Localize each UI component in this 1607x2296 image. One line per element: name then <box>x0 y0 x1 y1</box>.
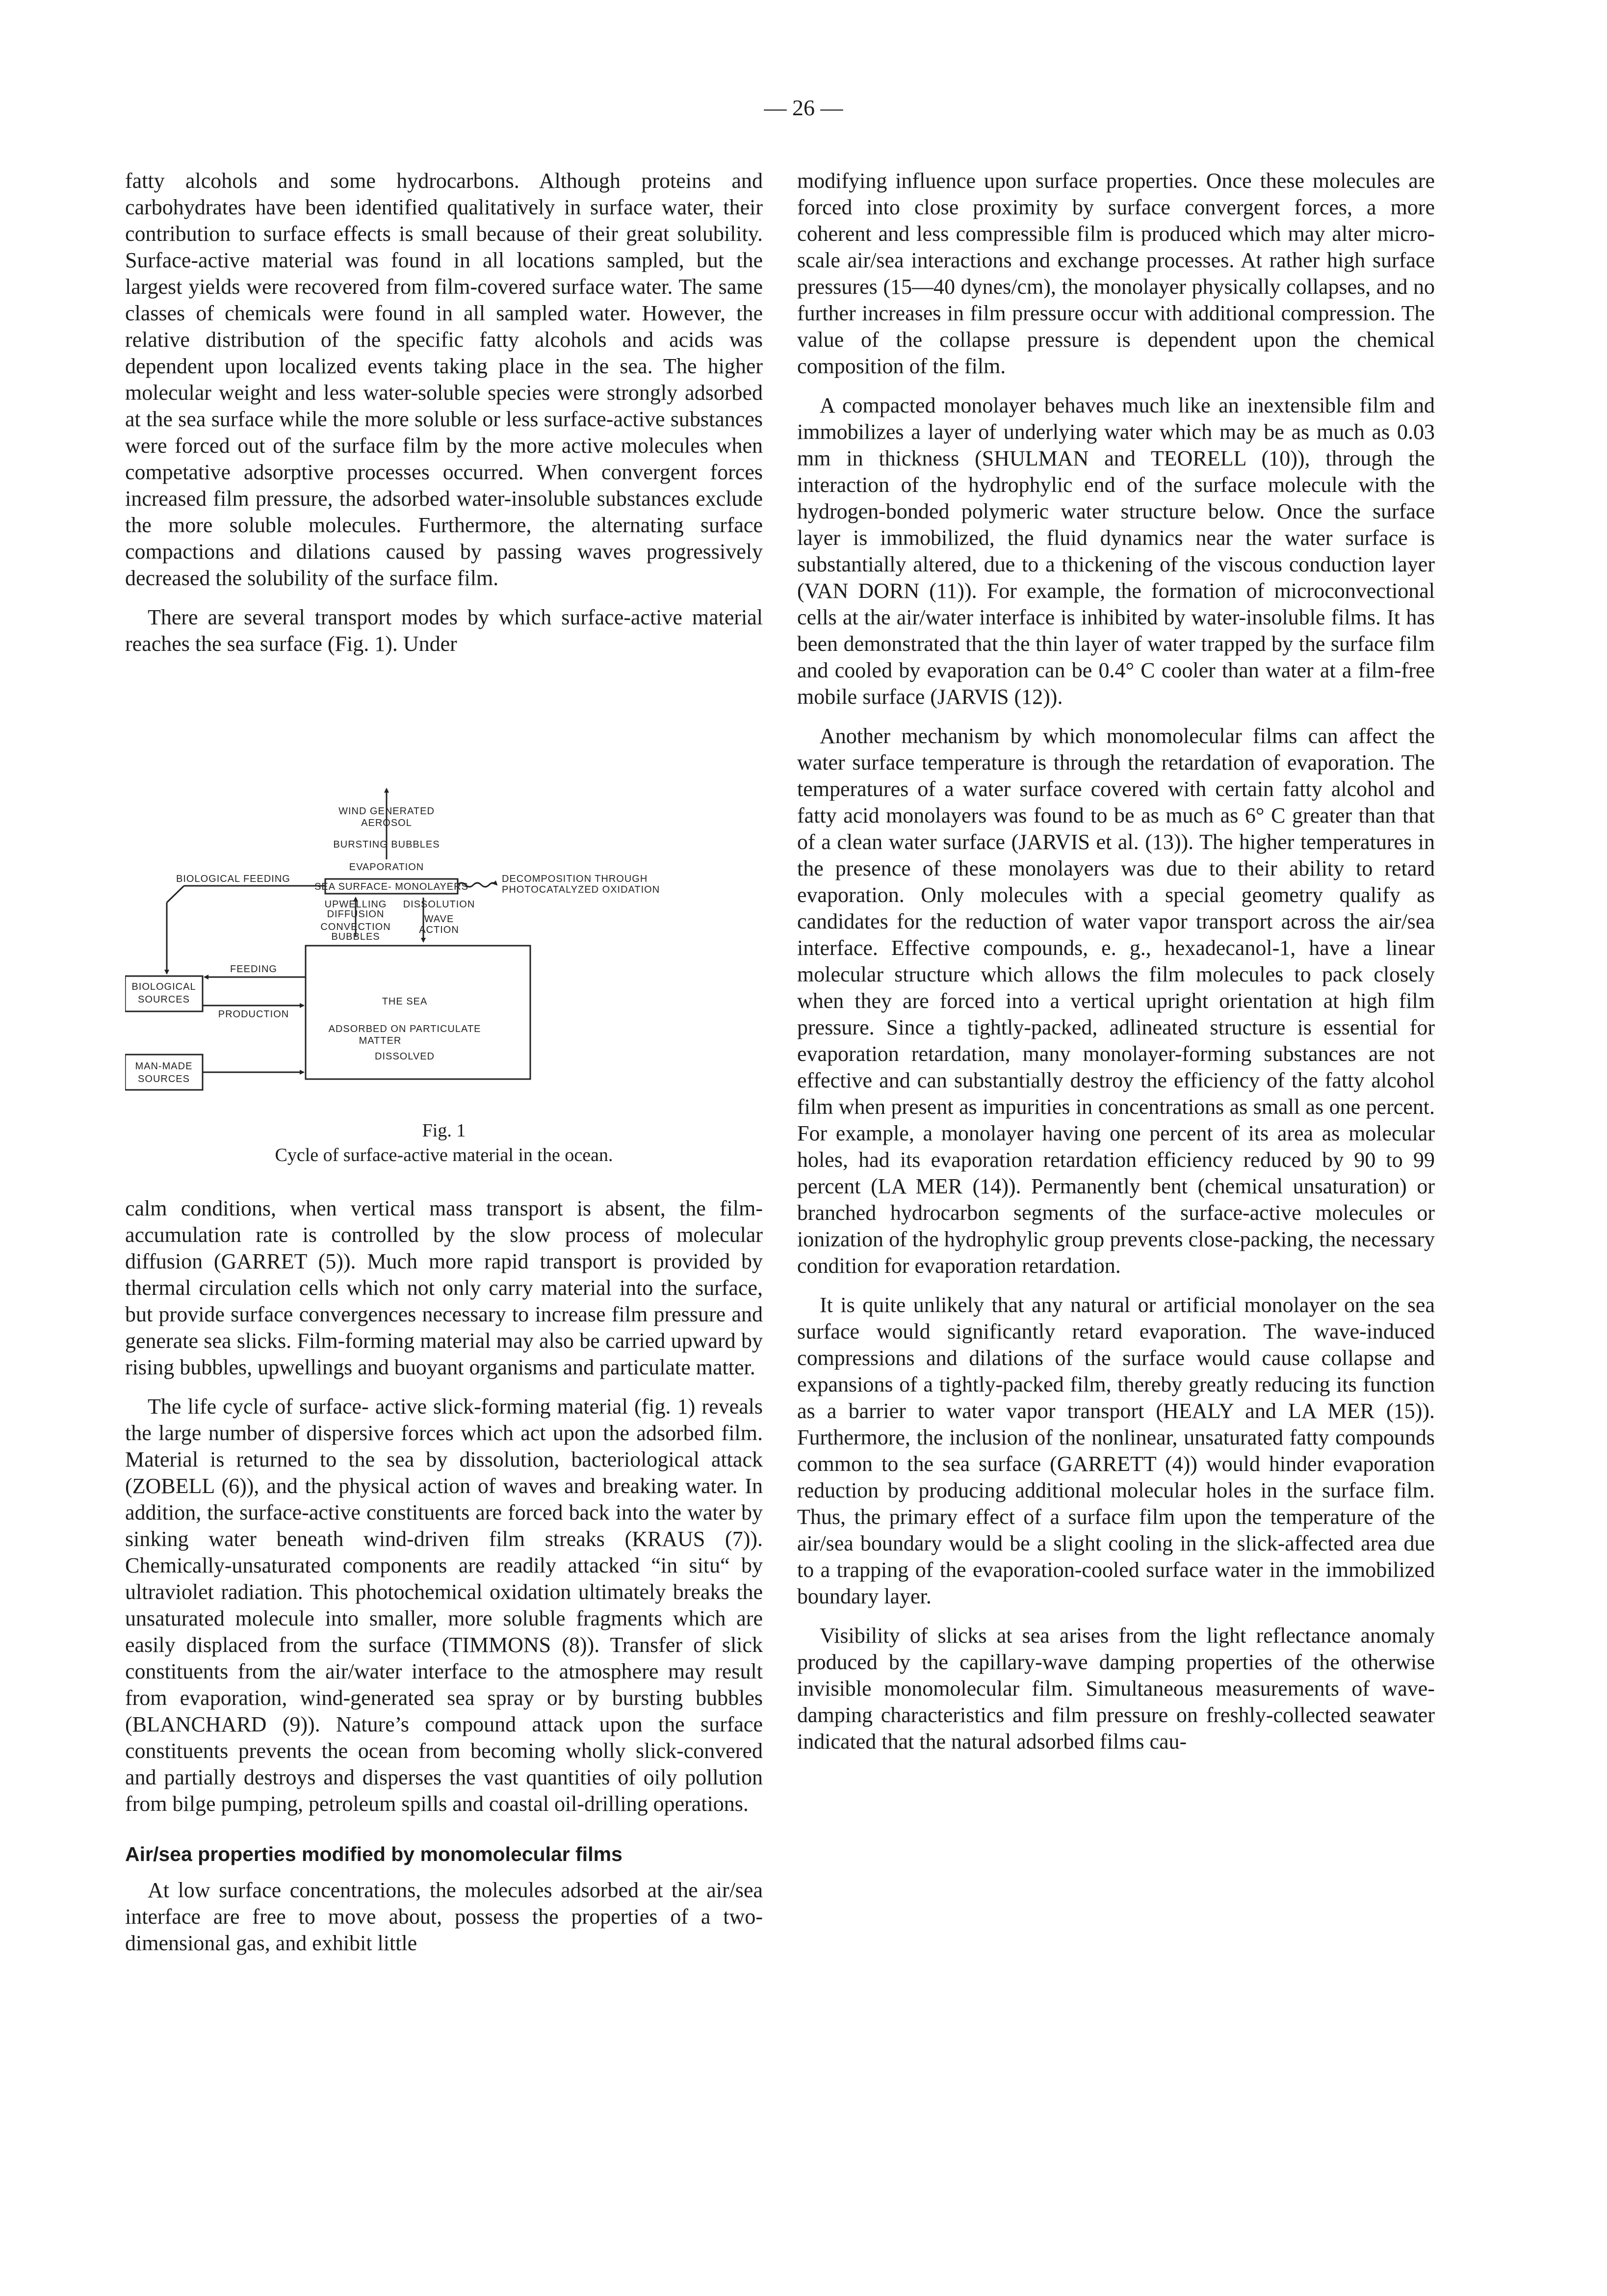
label-biological-feeding: BIOLOGICAL FEEDING <box>176 874 290 884</box>
label-photocatalyzed: PHOTOCATALYZED OXIDATION <box>502 884 660 895</box>
label-sources: SOURCES <box>138 994 190 1005</box>
paragraph: It is quite unlikely that any natural or artificial monolayer on the sea surface would significantly retard evaporation. The wave-induced compressions and dilations of the surface would cause collapse and expansions of a tightly-packed film, thereby greatly reducing its function as a barrier to water vapor transport (HEALY and LA MER (15)). Furthermore, the inclusion of the nonlinear, unsaturated fatty compounds common to the sea surface (GARRETT (4)) would hinder evaporation reduction by producing additional molecular holes in the surface film. Thus, the primary effect of a surface film upon the temperature of the air/sea boundary would be a slight cooling in the slick-affected area due to a trapping of the evaporation-cooled surface water in the immobilized boundary layer. <box>797 1293 1435 1608</box>
label-production: PRODUCTION <box>218 1009 289 1020</box>
label-decomposition: DECOMPOSITION THROUGH <box>502 874 648 884</box>
paragraph: At low surface concentrations, the molecules adsorbed at the air/sea interface are free to move about, possess the properties of a two-dimensional gas, and exhibit little <box>125 1878 763 1955</box>
label-man-made: MAN-MADE <box>135 1061 193 1072</box>
label-adsorbed: ADSORBED ON PARTICULATE <box>328 1024 481 1034</box>
label-bursting: BURSTING BUBBLES <box>333 839 440 850</box>
label-upwelling: UPWELLING <box>324 899 387 910</box>
label-aerosol: AEROSOL <box>361 818 412 828</box>
paragraph: fatty alcohols and some hydrocarbons. Although proteins and carbohydrates have been identified qualitatively in surface water, their contribution to surface effects is small because of their great solubility. Surface-active material was found in all locations sampled, but the largest yields were recovered from film-covered surface water. The same classes of chemicals were found in all sampled water. However, the relative distribution of the specific fatty alcohols and acids was dependent upon localized events taking place in the sea. The higher molecular weight and less water-soluble species were strongly adsorbed at the sea surface while the more soluble or less surface-active substances were forced out of the surface film by the more active molecules when competative adsorptive processes occurred. When convergent forces increased film pressure, the adsorbed water-insoluble substances exclude the more soluble molecules. Furthermore, the alternating surface compactions and dilations caused by passing waves progressively decreased the solubility of the surface film. <box>125 169 763 590</box>
man-made-sources-box <box>125 1055 203 1090</box>
label-dissolved: DISSOLVED <box>375 1051 435 1062</box>
label-matter: MATTER <box>359 1035 402 1046</box>
figure-caption: Cycle of surface-active material in the ocean. <box>275 1145 613 1165</box>
label-wind: WIND GENERATED <box>338 806 435 817</box>
label-evaporation: EVAPORATION <box>349 862 424 873</box>
page-number: — 26 — <box>764 95 843 120</box>
paragraph: calm conditions, when vertical mass transport is absent, the film-accumulation rate is controlled by the slow process of molecular diffusion (GARRET (5)). Much more rapid transport is provided by thermal circulation cells which not only carry material into the surface, but provide surface convergences necessary to increase film pressure and generate sea slicks. Film-forming material may also be carried upward by rising bubbles, upwellings and buoyant organisms and particulate matter. <box>125 1196 763 1379</box>
label-convection: CONVECTION <box>320 922 391 932</box>
label-wave: WAVE <box>424 914 454 925</box>
label-feeding: FEEDING <box>230 964 277 975</box>
right-column <box>797 168 1435 1768</box>
figure-1 <box>125 780 763 1167</box>
paragraph: Visibility of slicks at sea arises from the light reflectance anomaly produced by the capillary-wave damping properties of the otherwise invisible monomolecular film. Simultaneous measurements of wave-damping characteristics and film pressure on freshly-collected seawater indicated that the natural adsorbed films cau- <box>797 1624 1435 1754</box>
paragraph: modifying influence upon surface properties. Once these molecules are forced into close proximity by surface convergent forces, a more coherent and less compressible film is produced which may alter micro-scale air/sea interactions and exchange processes. At rather high surface pressures (15—40 dynes/cm), the monolayer physically collapses, and no further increases in film pressure occur with additional compression. The value of the collapse pressure is dependent upon the chemical composition of the film. <box>797 169 1435 378</box>
label-biological: BIOLOGICAL <box>131 981 196 992</box>
label-dissolution: DISSOLUTION <box>403 899 475 910</box>
label-diffusion: DIFFUSION <box>327 909 385 920</box>
label-the-sea: THE SEA <box>382 996 428 1007</box>
paragraph: Another mechanism by which monomolecular films can affect the water surface temperature is through the retardation of evaporation. The temperatures of a water surface covered with certain fatty alcohol and fatty acid monolayers was found to be as much as 6° C greater than that of a clean water surface (JARVIS et al. (13)). The higher temperatures in the presence of these monolayers was due to their ability to retard evaporation. Only molecules with a special geometry qualify as candidates for the reduction of water vapor transport across the air/sea interface. Effective compounds, e. g., hexadecanol-1, have a linear molecular structure which allows the film molecules to pack closely when they are forced into a vertical upright orientation at high film pressure. Since a tightly-packed, adlineated structure is essential for evaporation retardation, many monolayer-forming substances are not effective and can substantially destroy the efficiency of the fatty alcohol film when present as impurities in concentrations as small as one percent. For example, a monolayer having one percent of its area as molecular holes, had its evaporation retardation efficiency reduced by 90 to 99 percent (LA MER (14)). Permanently bent (chemical unsaturation) or branched hydrocarbon segments of the surface-active molecules or ionization of the hydrophylic group prevents close-packing, the necessary condition for evaporation retardation. <box>797 724 1435 1278</box>
left-column-upper <box>125 168 763 670</box>
paragraph: A compacted monolayer behaves much like an inextensible film and immobilizes a layer of underlying water which may be as much as 0.03 mm in thickness (SHULMAN and TEORELL (10)), through the interaction of the hydrophylic end of the surface molecule with the hydrogen-bonded polymeric water structure below. Once the surface layer is immobilized, the fluid dynamics near the water surface is substantially altered, due to a thickening of the viscous conduction layer (VAN DORN (11)). For example, the formation of microconvectional cells at the air/water interface is inhibited by water-insoluble films. It has been demonstrated that the thin layer of water trapped by the surface film and cooled by evaporation can be 0.4° C cooler than water at a film-free mobile surface (JARVIS (12)). <box>797 393 1435 709</box>
section-heading: Air/sea properties modified by monomolecular films <box>125 1843 622 1865</box>
label-sea-surface: SEA SURFACE- MONOLAYERS <box>314 881 468 892</box>
left-column-lower <box>125 1195 763 1969</box>
label-action: ACTION <box>419 925 459 935</box>
surface-material-cycle-diagram <box>125 780 763 1123</box>
figure-number: Fig. 1 <box>422 1120 466 1141</box>
paragraph: There are several transport modes by which surface-active material reaches the sea surface (Fig. 1). Under <box>125 605 763 656</box>
paragraph: The life cycle of surface- active slick-forming material (fig. 1) reveals the large number of dispersive forces which act upon the adsorbed film. Material is returned to the sea by dissolution, bacteriological attack (ZOBELL (6)), and the physical action of waves and breaking water. In addition, the surface-active constituents are forced back into the water by sinking water beneath wind-driven film streaks (KRAUS (7)). Chemically-unsaturated components are readily attacked “in situ“ by ultraviolet radiation. This photochemical oxidation ultimately breaks the unsaturated molecule into smaller, more soluble fragments which are easily displaced from the surface (TIMMONS (8)). Transfer of slick constituents from the air/water interface to the atmosphere may result from evaporation, wind-generated sea spray or by bursting bubbles (BLANCHARD (9)). Nature’s compound attack upon the surface constituents prevents the ocean from becoming wholly slick-convered and partially destroys and disperses the vast quantities of oily pollution from bilge pumping, petroleum spills and coastal oil-drilling operations. <box>125 1394 763 1816</box>
label-bubbles: BUBBLES <box>331 931 380 942</box>
label-sources-2: SOURCES <box>138 1074 190 1084</box>
